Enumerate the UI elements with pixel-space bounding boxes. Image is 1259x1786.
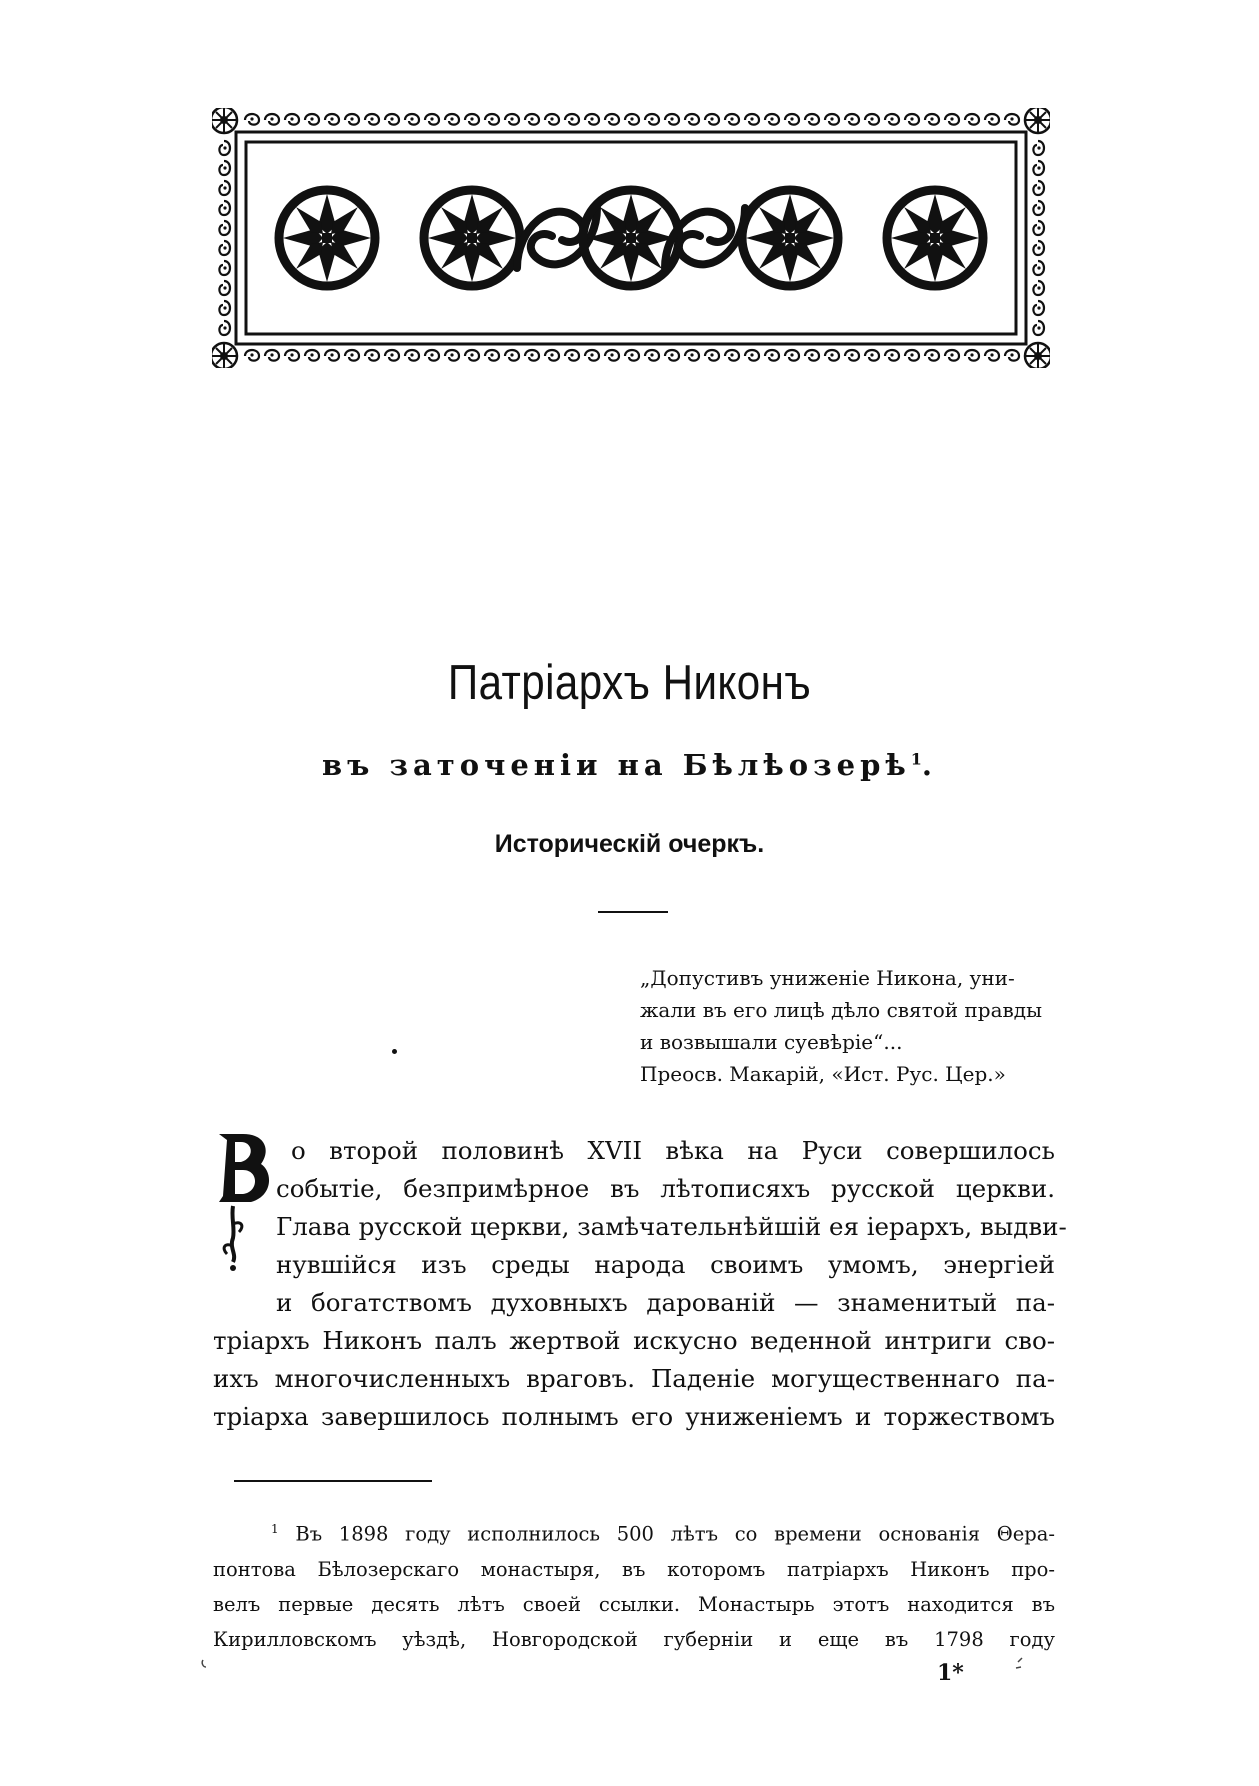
footnote-reference: 1	[910, 749, 922, 769]
body-paragraph	[213, 1132, 1067, 1436]
epigraph	[640, 962, 1052, 1090]
body-line: о второй половинѣ XVII вѣка на Руси совершилось	[291, 1136, 1055, 1165]
epigraph-attribution: Преосв. Макарій, «Ист. Рус. Цер.»	[640, 1062, 1006, 1086]
body-line: нувшійся изъ среды народа своимъ умомъ, энергіей	[276, 1250, 1055, 1279]
footnote-line: Кирилловскомъ уѣздѣ, Новгородской губерніи и еще въ 1798 году	[213, 1627, 1055, 1651]
body-line: ихъ многочисленныхъ враговъ. Паденіе могущественнаго па-	[213, 1364, 1055, 1393]
epigraph-line: жали въ его лицѣ дѣло святой правды	[640, 998, 1042, 1022]
epigraph-line: „Допустивъ униженіе Никона, уни-	[640, 966, 1015, 990]
divider-rule	[598, 911, 668, 913]
body-line: и богатствомъ духовныхъ дарованій — знаменитый па-	[276, 1288, 1055, 1317]
ink-speck	[392, 1049, 397, 1054]
body-line: тріархъ Никонъ палъ жертвой искусно веденной интриги сво-	[213, 1326, 1055, 1355]
footnote-line	[271, 1512, 1055, 1552]
footnote-text: Въ 1898 году исполнилось 500 лѣтъ со времени основанія Θера-	[295, 1522, 1055, 1546]
essay-label: Историческій очеркъ.	[494, 830, 765, 858]
body-line: Глава русской церкви, замѣчательнѣйшій ея іерархъ, выдви-	[276, 1212, 1067, 1241]
footnote-marker: 1	[271, 1522, 279, 1536]
subtitle-period: .	[921, 748, 937, 782]
footnote-line: велъ первые десять лѣтъ своей ссылки. Монастырь этотъ находится въ	[213, 1592, 1055, 1616]
page-subtitle	[0, 748, 1259, 782]
signature-mark: 1*	[937, 1660, 964, 1686]
footnote	[213, 1512, 1055, 1657]
footnote-line: понтова Бѣлозерскаго монастыря, въ которомъ патріархъ Никонъ про-	[213, 1557, 1055, 1581]
subtitle-text: въ заточеніи на Бѣлѣозерѣ	[322, 748, 911, 782]
epigraph-line: и возвышали суевѣріе“...	[640, 1030, 903, 1054]
ornamental-headpiece	[212, 108, 1050, 368]
body-line: событіе, безпримѣрное въ лѣтописяхъ русской церкви.	[276, 1174, 1055, 1203]
footnote-rule	[234, 1480, 432, 1482]
page-title: Патріархъ Никонъ	[447, 656, 812, 710]
body-line: тріарха завершилось полнымъ его униженіемъ и торжествомъ	[213, 1402, 1055, 1431]
